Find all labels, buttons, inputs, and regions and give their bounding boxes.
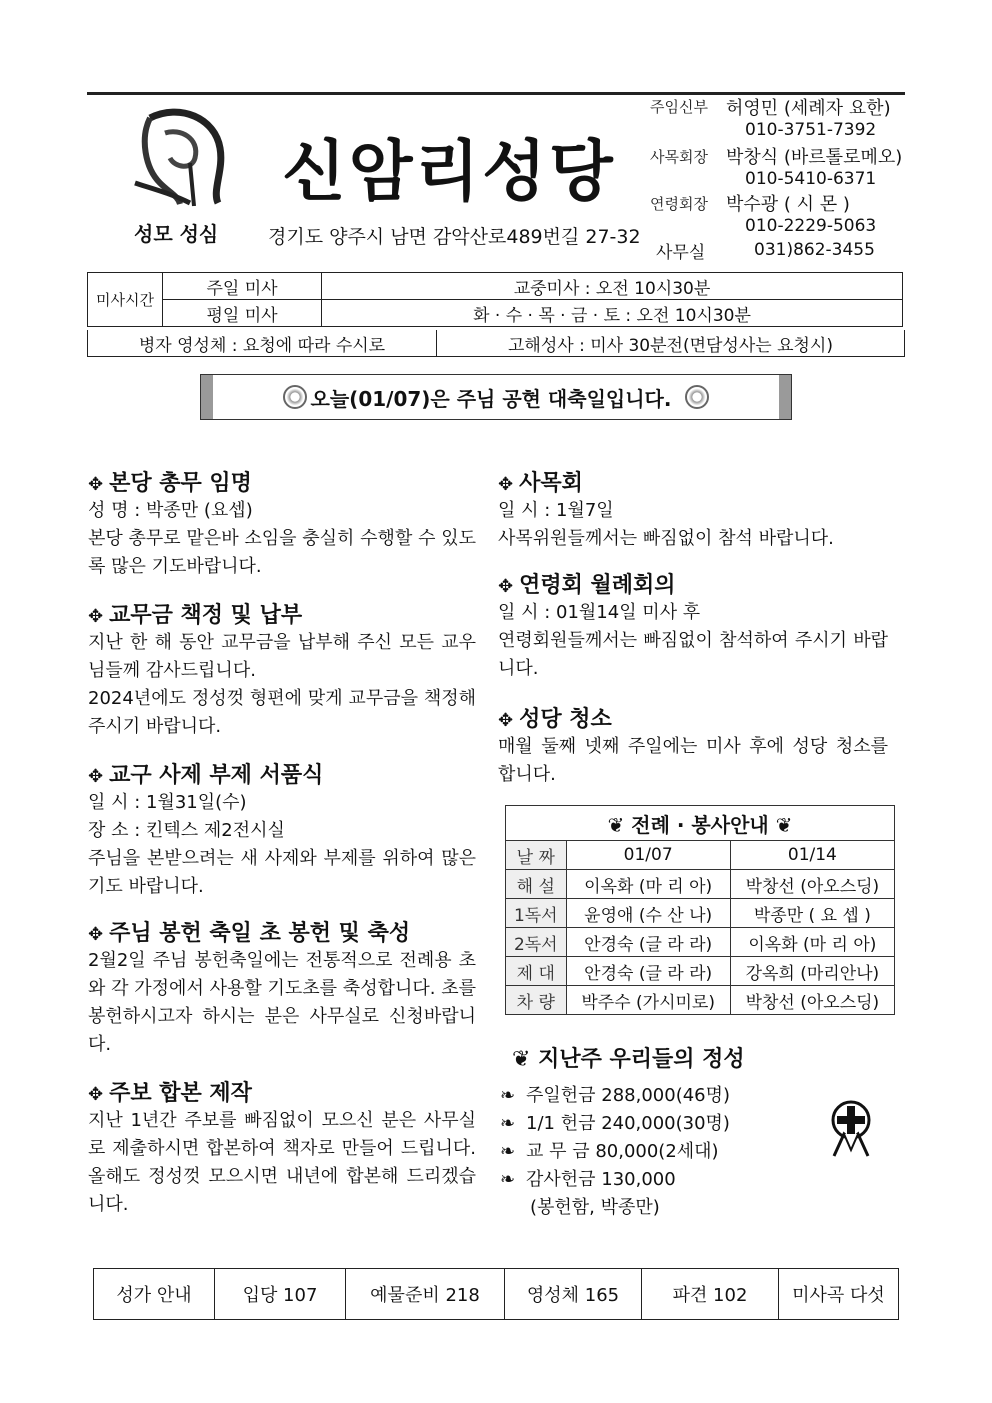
section-title: 교무금 책정 및 납부 (109, 603, 303, 628)
section-line: 일 시 : 1월7일 (498, 500, 614, 521)
mass-times-table (87, 272, 903, 327)
banner-content (201, 375, 791, 419)
section-line: 2월2일 주님 봉헌축일에는 전통적으로 전례용 초와 각 가정에서 사용할 기도초를 축성합니다. 초를 봉헌하시고자 하시는 분은 사무실로 신청바랍니다. (88, 950, 476, 1055)
leaf-icon: ❦ (512, 1047, 539, 1072)
service-person: 박주수 (가시미로) (566, 986, 730, 1015)
section-dues (88, 598, 476, 741)
logo-caption: 성모 성심 (134, 222, 219, 246)
list-item (500, 1138, 810, 1166)
service-person: 이옥화 (마 리 아) (730, 928, 894, 957)
contact-name-pastor: 허영민 (세례자 요한) (726, 98, 891, 119)
contact-name-funeral: 박수광 ( 시 몬 ) (726, 194, 850, 215)
service-role: 2독서 (506, 928, 567, 957)
offering-title: 지난주 우리들의 정성 (538, 1047, 745, 1072)
weekday-mass-label: 평일 미사 (163, 300, 322, 327)
sick-communion: 병자 영성체 : 요청에 따라 수시로 (88, 330, 437, 356)
table-row (506, 870, 895, 899)
section-line: 주님을 본받으려는 새 사제와 부제를 위하여 많은 기도 바랍니다. (88, 848, 476, 897)
diamond-bullet-icon: ✥ (88, 924, 104, 945)
service-person: 박종만 ( 요 셉 ) (730, 899, 894, 928)
offering-list (500, 1082, 810, 1222)
section-title: 주보 합본 제작 (109, 1081, 252, 1106)
list-item (500, 1082, 810, 1110)
diamond-bullet-icon: ✥ (88, 766, 104, 787)
table-row (506, 986, 895, 1015)
hymn-recessional: 파견 102 (642, 1269, 779, 1320)
section-title: 주님 봉헌 축일 초 봉헌 및 축성 (109, 921, 411, 946)
hymn-mass-setting: 미사곡 다섯 (779, 1269, 899, 1320)
list-item (500, 1110, 810, 1138)
hymn-communion: 영성체 165 (505, 1269, 642, 1320)
service-title: 전례 · 봉사안내 (631, 812, 769, 837)
sacrament-row (87, 330, 905, 357)
service-person: 강옥희 (마리안나) (730, 957, 894, 986)
leaf-bullet-icon: ❧ (500, 1169, 516, 1190)
section-line: 본당 총무로 맡은바 소임을 충실히 수행할 수 있도록 많은 기도바랍니다. (88, 528, 476, 577)
section-line: 지난 한 해 동안 교무금을 납부해 주신 모든 교우님들께 감사드립니다. (88, 632, 476, 681)
hymn-table (93, 1268, 899, 1320)
service-person: 안경숙 (글 라 라) (566, 957, 730, 986)
contact-phone-pastor: 010-3751-7392 (745, 120, 877, 140)
table-row (506, 928, 895, 957)
section-line: 지난 1년간 주보를 빠짐없이 모으신 분은 사무실로 제출하시면 합본하여 책자로 만들어 드립니다. 올해도 정성껏 모으시면 내년에 합본해 드리겠습니다. (88, 1110, 476, 1215)
sunday-mass-label: 주일 미사 (163, 273, 322, 300)
offering-title-row (512, 1042, 745, 1073)
leaf-icon: ❦ (607, 812, 632, 837)
section-line: 성 명 : 박종만 (요셉) (88, 500, 253, 521)
service-role: 1독서 (506, 899, 567, 928)
section-title: 연령회 월례회의 (519, 573, 676, 598)
diamond-bullet-icon: ✥ (498, 474, 514, 495)
section-line: 일 시 : 01월14일 미사 후 (498, 602, 701, 623)
sun-right-icon (685, 385, 709, 409)
service-header-date: 날 짜 (506, 841, 567, 870)
service-role: 차 량 (506, 986, 567, 1015)
sun-left-icon (283, 385, 307, 409)
section-candlemas (88, 916, 476, 1059)
section-line: 장 소 : 킨텍스 제2전시실 (88, 820, 285, 841)
section-line: 일 시 : 1월31일(수) (88, 792, 247, 813)
service-header-week2: 01/14 (730, 841, 894, 870)
parish-title: 신암리성당 (282, 133, 616, 210)
section-title: 교구 사제 부제 서품식 (109, 763, 324, 788)
section-title: 본당 총무 임명 (109, 471, 252, 496)
diamond-bullet-icon: ✥ (88, 474, 104, 495)
service-role: 제 대 (506, 957, 567, 986)
contact-label-council: 사목회장 (650, 148, 708, 166)
section-line: 사목위원들께서는 빠짐없이 참석 바랍니다. (498, 528, 834, 549)
sacred-heart-logo-icon (120, 108, 230, 208)
parish-address: 경기도 양주시 남면 감악산로489번길 27-32 (268, 226, 641, 248)
praying-hands-cross-icon (826, 1100, 876, 1158)
service-role: 해 설 (506, 870, 567, 899)
contact-name-council: 박창식 (바르톨로메오) (726, 147, 903, 168)
list-item (500, 1166, 810, 1194)
section-secretary (88, 466, 476, 581)
table-row (506, 899, 895, 928)
section-funeral-meeting (498, 568, 888, 683)
offering-note: (봉헌함, 박종만) (530, 1197, 660, 1218)
diamond-bullet-icon: ✥ (88, 1084, 104, 1105)
offering-item-text: 감사헌금 130,000 (526, 1169, 676, 1190)
offering-item-text: 주일헌금 288,000(46명) (526, 1085, 731, 1106)
banner-text: 오늘(01/07)은 주님 공현 대축일입니다. (310, 386, 672, 411)
leaf-bullet-icon: ❧ (500, 1085, 516, 1106)
section-council (498, 466, 888, 553)
contact-phone-funeral: 010-2229-5063 (745, 216, 877, 236)
section-title: 성당 청소 (519, 707, 612, 732)
leaf-bullet-icon: ❧ (500, 1141, 516, 1162)
confession-info: 고해성사 : 미사 30분전(면담성사는 요청시) (508, 335, 833, 356)
weekday-mass-value: 화 · 수 · 목 · 금 · 토 : 오전 10시30분 (322, 300, 903, 327)
section-ordination (88, 758, 476, 901)
hymn-label: 성가 안내 (94, 1269, 215, 1320)
section-cleaning (498, 702, 888, 789)
offering-item-text: 1/1 헌금 240,000(30명) (526, 1113, 730, 1134)
service-person: 윤영애 (수 산 나) (566, 899, 730, 928)
contact-label-office: 사무실 (656, 243, 706, 263)
diamond-bullet-icon: ✥ (498, 710, 514, 731)
leaf-icon: ❦ (768, 812, 793, 837)
mass-times-label: 미사시간 (88, 273, 163, 327)
table-row (506, 957, 895, 986)
service-table (505, 805, 895, 1015)
contact-phone-office: 031)862-3455 (754, 240, 875, 260)
diamond-bullet-icon: ✥ (498, 576, 514, 597)
service-person: 이옥화 (마 리 아) (566, 870, 730, 899)
contact-phone-council: 010-5410-6371 (745, 169, 877, 189)
service-header-week1: 01/07 (566, 841, 730, 870)
service-person: 박창선 (아오스딩) (730, 986, 894, 1015)
feast-banner (200, 374, 792, 420)
section-line: 2024년에도 정성껏 형편에 맞게 교무금을 책정해 주시기 바랍니다. (88, 688, 476, 737)
section-title: 사목회 (519, 471, 583, 496)
section-line: 매월 둘째 넷째 주일에는 미사 후에 성당 청소를 합니다. (498, 736, 888, 785)
hymn-entrance: 입당 107 (215, 1269, 346, 1320)
offering-item-text: 교 무 금 80,000(2세대) (526, 1141, 719, 1162)
leaf-bullet-icon: ❧ (500, 1113, 516, 1134)
service-table-title (506, 806, 895, 841)
section-bulletin-binding (88, 1076, 476, 1219)
contact-label-funeral: 연령회장 (650, 195, 708, 213)
sunday-mass-value: 교중미사 : 오전 10시30분 (322, 273, 903, 300)
service-person: 박창선 (아오스딩) (730, 870, 894, 899)
service-person: 안경숙 (글 라 라) (566, 928, 730, 957)
diamond-bullet-icon: ✥ (88, 606, 104, 627)
contact-label-pastor: 주임신부 (650, 98, 708, 116)
section-line: 연령회원들께서는 빠짐없이 참석하여 주시기 바랍니다. (498, 630, 888, 679)
hymn-offertory: 예물준비 218 (346, 1269, 505, 1320)
